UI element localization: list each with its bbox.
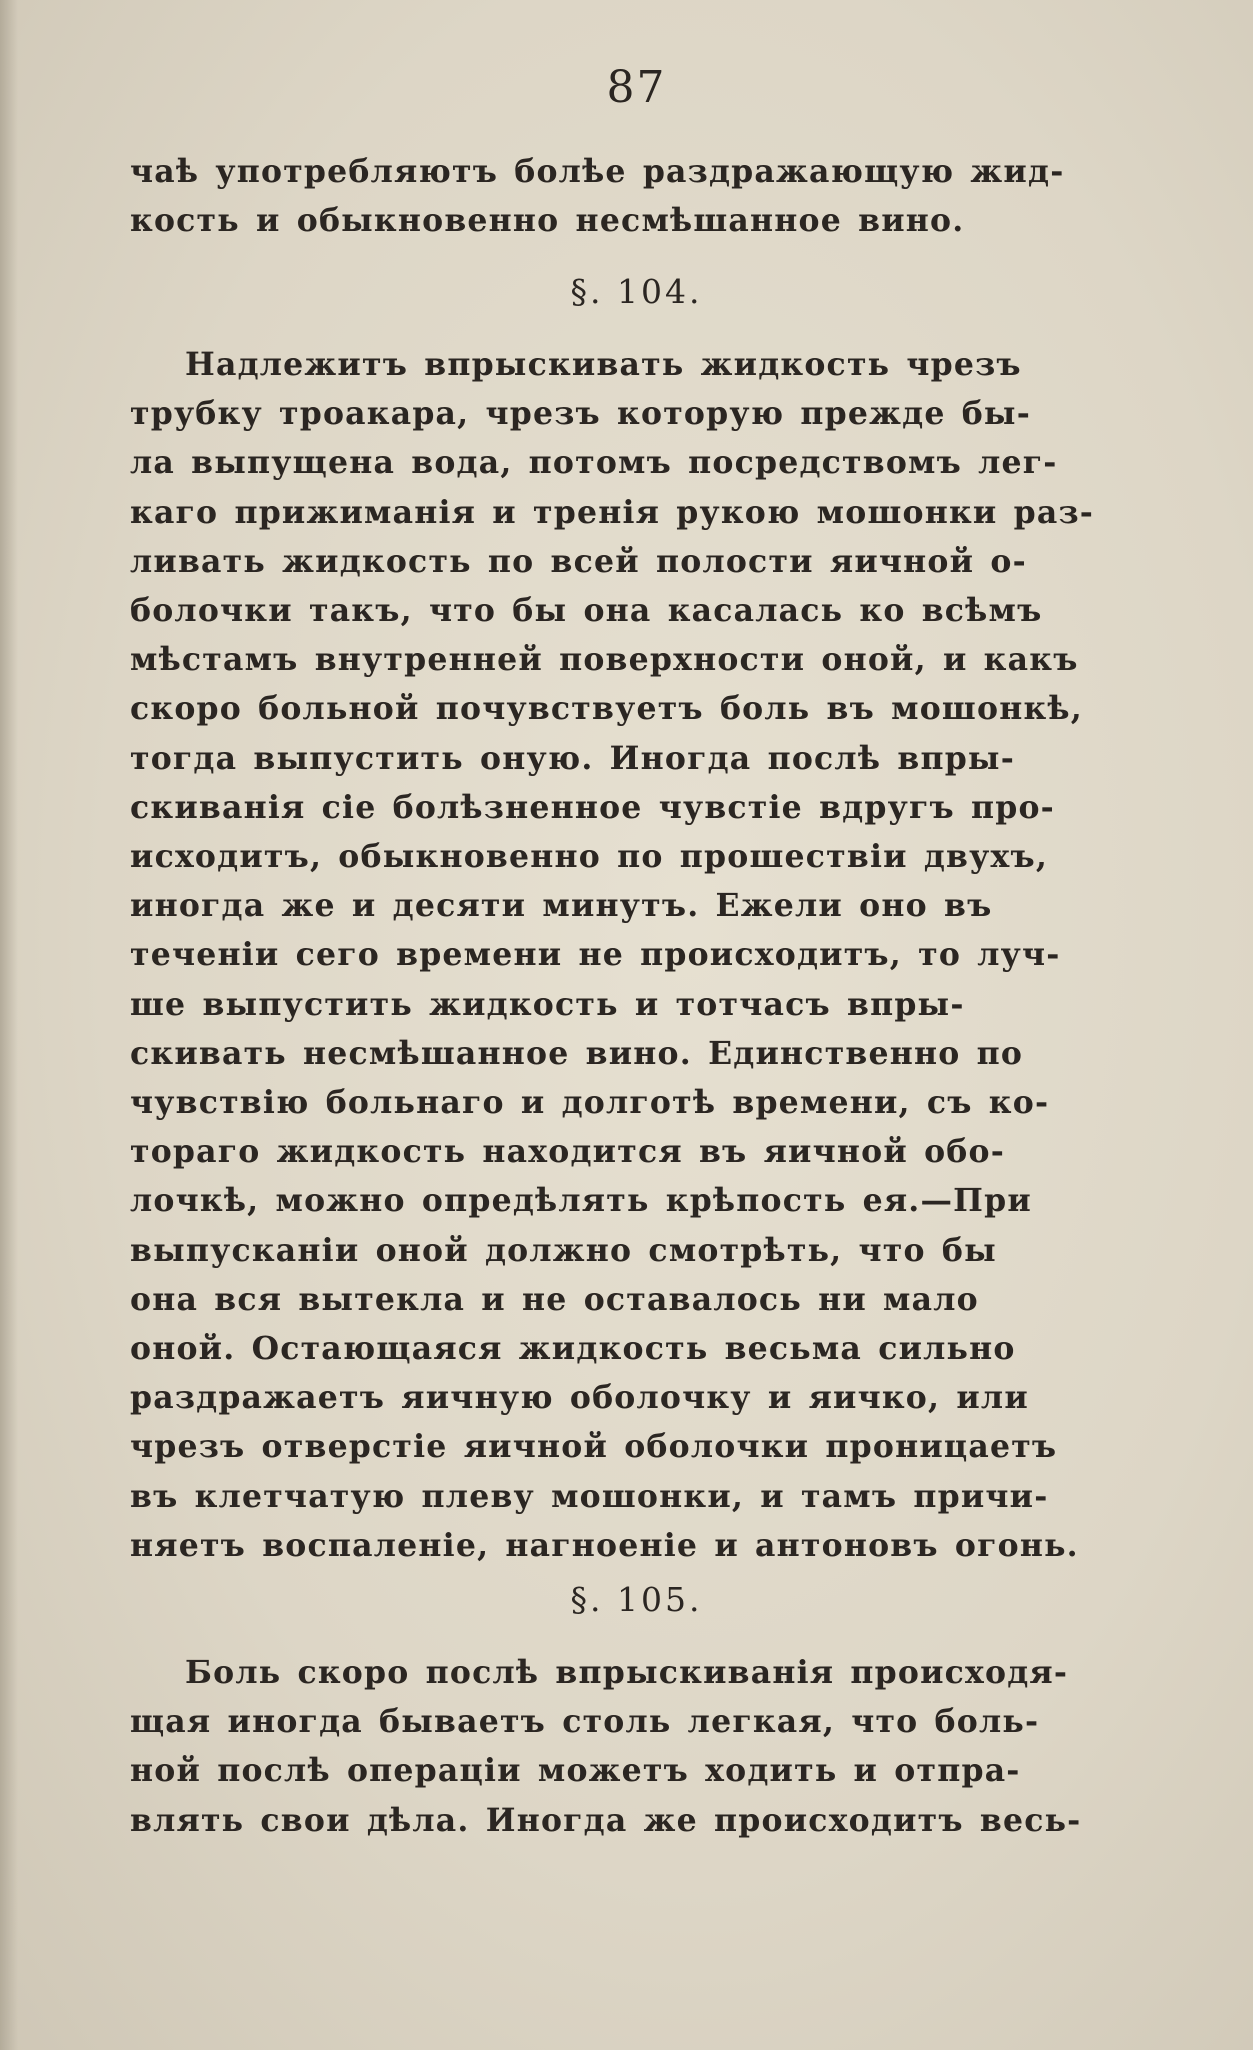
- text-line: ливать жидкость по всей полости яичной о-: [130, 542, 1027, 580]
- text-line: раздражаетъ яичную оболочку и яичко, или: [130, 1379, 1029, 1417]
- text-line: Надлежитъ впрыскивать жидкость чрезъ: [185, 346, 1022, 383]
- text-line: мѣстамъ внутренней поверхности оной, и какъ: [130, 641, 1079, 679]
- text-line: она вся вытекла и не оставалось ни мало: [130, 1280, 979, 1318]
- section-heading-105: §. 105.: [570, 1580, 703, 1619]
- text-line: чаѣ употребляютъ болѣе раздражающую жид-: [130, 153, 1065, 190]
- text-line: ла выпущена вода, потомъ посредствомъ лег-: [130, 444, 1058, 482]
- text-line: теченіи сего времени не происходитъ, то луч-: [130, 936, 1061, 974]
- text-line: тораго жидкость находится въ яичной обо-: [130, 1133, 1005, 1171]
- text-line: тогда выпустить оную. Иногда послѣ впры-: [130, 739, 1015, 777]
- text-line: ше выпустить жидкость и тотчасъ впры-: [130, 985, 965, 1023]
- text-line: иногда же и десяти минутъ. Ежели оно въ: [130, 887, 993, 925]
- text-line: скиванія сіе болѣзненное чувстіе вдругъ про-: [130, 788, 1055, 826]
- text-line: чрезъ отверстіе яичной оболочки проницаетъ: [130, 1428, 1058, 1466]
- section-105-paragraph: [130, 1648, 1135, 1845]
- text-line: болочки такъ, что бы она касалась ко всѣмъ: [130, 592, 1043, 630]
- text-line: кость и обыкновенно несмѣшанное вино.: [130, 202, 965, 240]
- text-line: скоро больной почувствуетъ боль въ мошонкѣ,: [130, 690, 1083, 728]
- page-edge-shadow: [0, 0, 18, 2050]
- section-heading-104: §. 104.: [570, 272, 703, 311]
- text-line: чувствію больнаго и долготѣ времени, съ ко-: [130, 1084, 1050, 1122]
- top-paragraph: [130, 147, 1135, 245]
- text-line: щая иногда бываетъ столь легкая, что боль-: [130, 1703, 1040, 1741]
- text-line: ной послѣ операціи можетъ ходить и отпра-: [130, 1752, 1021, 1790]
- text-line: оной. Остающаяся жидкость весьма сильно: [130, 1330, 1016, 1368]
- text-line: няетъ воспаленіе, нагноеніе и антоновъ огонь.: [130, 1526, 1079, 1564]
- text-line: выпусканіи оной должно смотрѣть, что бы: [130, 1231, 997, 1269]
- text-line: Боль скоро послѣ впрыскиванія происходя-: [185, 1654, 1069, 1691]
- text-line: въ клетчатую плеву мошонки, и тамъ причи-: [130, 1477, 1049, 1515]
- text-line: лочкѣ, можно опредѣлять крѣпость ея.—При: [130, 1182, 1032, 1220]
- page-number: 87: [606, 62, 667, 113]
- text-line: влять свои дѣла. Иногда же происходитъ весь-: [130, 1801, 1082, 1839]
- text-line: исходитъ, обыкновенно по прошествіи двухъ,: [130, 838, 1048, 876]
- text-line: скивать несмѣшанное вино. Единственно по: [130, 1034, 1024, 1072]
- text-line: каго прижиманія и тренія рукою мошонки раз-: [130, 493, 1095, 531]
- text-line: трубку троакара, чрезъ которую прежде бы-: [130, 395, 1031, 433]
- section-104-paragraph: [130, 340, 1135, 1570]
